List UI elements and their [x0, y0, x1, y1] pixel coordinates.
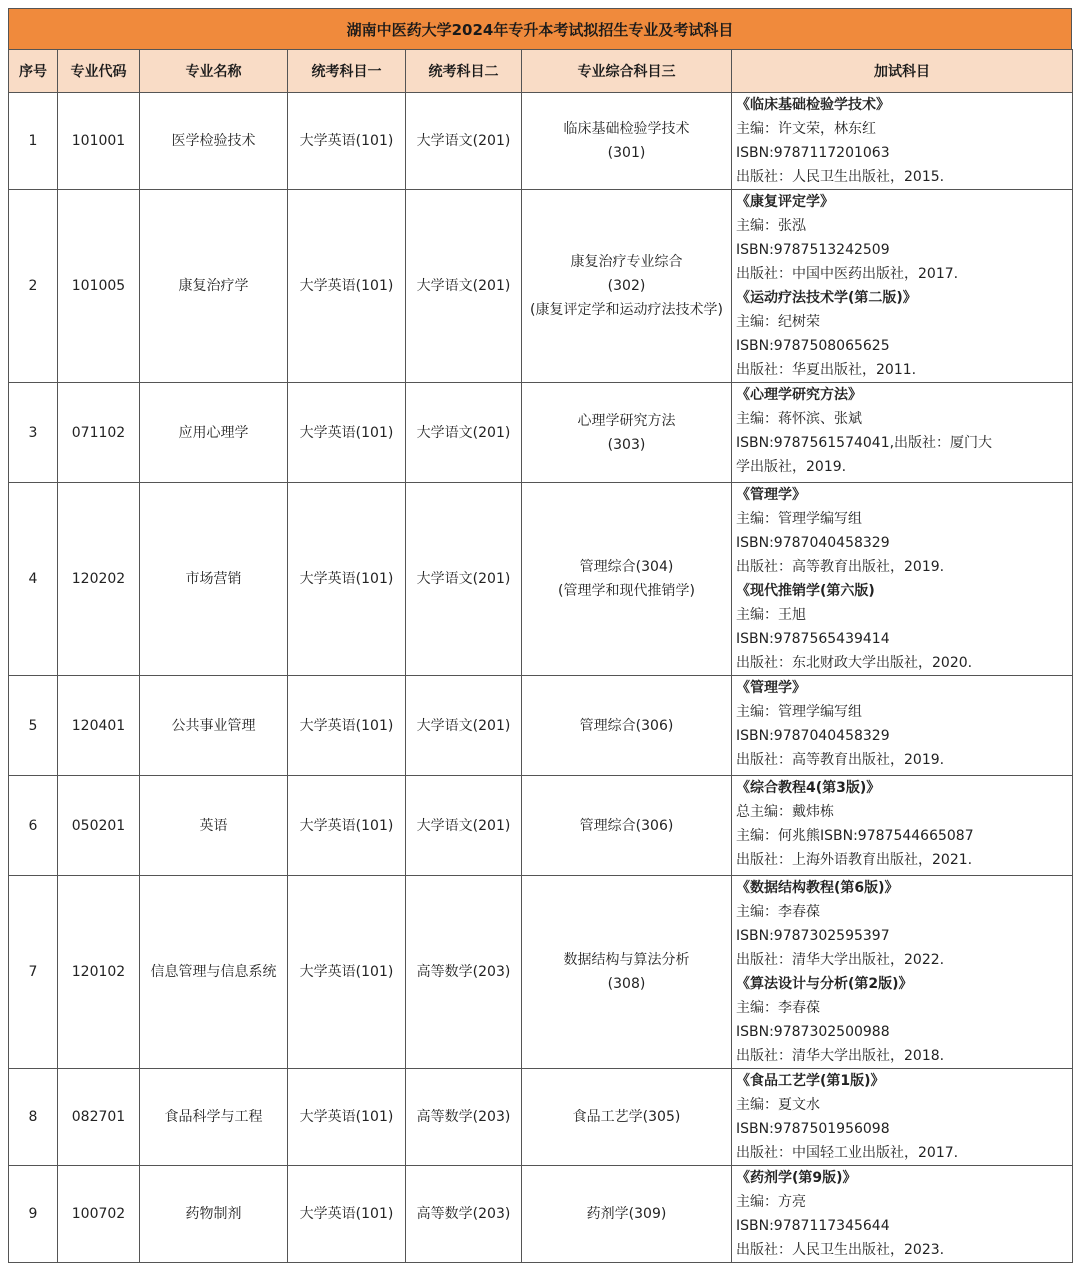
subject-two-cell: 大学语文(201) — [406, 776, 522, 876]
book-detail-line: 总主编：戴炜栋 — [736, 804, 834, 820]
subject-three-line: 药剂学(309) — [586, 1206, 667, 1222]
subject-three-line: 管理综合(306) — [579, 717, 674, 734]
book-title: 《药剂学(第9版)》 — [736, 1170, 857, 1186]
subject-two-cell: 高等数学(203) — [406, 1069, 522, 1166]
book-detail-line: 主编：张泓 — [736, 218, 806, 234]
row-index-cell: 7 — [9, 876, 58, 1069]
header-subject-two: 统考科目二 — [406, 50, 522, 93]
major-name-cell: 康复治疗学 — [140, 190, 288, 383]
subject-three-line: (管理学和现代推销学) — [558, 583, 695, 599]
subject-three-line: 食品工艺学(305) — [572, 1109, 681, 1125]
book-detail-line: 出版社：中国中医药出版社，2017. — [736, 266, 959, 282]
book-detail-line: ISBN:9787117201063 — [736, 145, 890, 161]
book-title: 《康复评定学》 — [736, 194, 834, 210]
table-row — [9, 876, 1073, 1069]
book-detail-line: ISBN:9787508065625 — [736, 338, 890, 354]
table-title: 湖南中医药大学2024年专升本考试拟招生专业及考试科目 — [8, 8, 1072, 49]
book-detail-line: 出版社：上海外语教育出版社，2021. — [736, 852, 973, 868]
table-body — [9, 93, 1073, 1263]
extra-subject-cell — [732, 776, 1073, 876]
major-name-cell: 英语 — [140, 776, 288, 876]
subject-three-line: 管理综合(306) — [579, 817, 674, 834]
subject-two-cell: 大学语文(201) — [406, 483, 522, 676]
row-index-cell: 4 — [9, 483, 58, 676]
major-code-cell: 120202 — [58, 483, 140, 676]
subject-one-cell: 大学英语(101) — [288, 676, 406, 776]
book-detail-line: 出版社：华夏出版社，2011. — [736, 362, 917, 378]
admission-table — [8, 49, 1073, 1263]
header-extra-subject: 加试科目 — [732, 50, 1073, 93]
subject-two-cell: 大学语文(201) — [406, 93, 522, 190]
subject-three-cell — [522, 1069, 732, 1166]
table-row — [9, 483, 1073, 676]
book-title: 《管理学》 — [736, 487, 806, 503]
major-name-cell: 信息管理与信息系统 — [140, 876, 288, 1069]
subject-three-line: 临床基础检验学技术 — [563, 121, 690, 137]
extra-subject-cell — [732, 876, 1073, 1069]
extra-subject-cell — [732, 383, 1073, 483]
subject-three-line: (308) — [607, 976, 646, 992]
subject-three-line: 数据结构与算法分析 — [563, 952, 690, 968]
subject-two-cell: 大学语文(201) — [406, 676, 522, 776]
extra-subject-cell — [732, 1166, 1073, 1263]
header-index: 序号 — [9, 50, 58, 93]
major-code-cell: 082701 — [58, 1069, 140, 1166]
major-name-cell: 公共事业管理 — [140, 676, 288, 776]
book-detail-line: 主编：何兆熊ISBN:9787544665087 — [736, 828, 974, 844]
subject-one-cell: 大学英语(101) — [288, 190, 406, 383]
major-name-cell: 医学检验技术 — [140, 93, 288, 190]
major-code-cell: 101001 — [58, 93, 140, 190]
major-code-cell: 120102 — [58, 876, 140, 1069]
extra-subject-cell — [732, 676, 1073, 776]
subject-three-cell — [522, 483, 732, 676]
book-detail-line: 主编：纪树荣 — [736, 314, 820, 330]
subject-three-line: (301) — [607, 145, 646, 161]
subject-one-cell: 大学英语(101) — [288, 383, 406, 483]
book-detail-line: 主编：蒋怀滨、张斌 — [736, 411, 862, 427]
book-title: 《数据结构教程(第6版)》 — [736, 880, 899, 896]
subject-three-cell — [522, 383, 732, 483]
subject-two-cell: 高等数学(203) — [406, 876, 522, 1069]
major-code-cell: 071102 — [58, 383, 140, 483]
book-title: 《管理学》 — [736, 680, 806, 696]
row-index-cell: 1 — [9, 93, 58, 190]
major-name-cell: 药物制剂 — [140, 1166, 288, 1263]
admission-table-sheet — [8, 8, 1072, 1263]
subject-two-cell: 大学语文(201) — [406, 190, 522, 383]
subject-two-cell: 大学语文(201) — [406, 383, 522, 483]
book-detail-line: 出版社：清华大学出版社，2022. — [736, 952, 945, 968]
book-detail-line: 出版社：东北财政大学出版社，2020. — [736, 655, 973, 671]
table-row — [9, 383, 1073, 483]
major-name-cell: 市场营销 — [140, 483, 288, 676]
major-code-cell: 050201 — [58, 776, 140, 876]
subject-three-cell — [522, 776, 732, 876]
extra-subject-cell — [732, 190, 1073, 383]
book-title: 《临床基础检验学技术》 — [736, 97, 890, 113]
table-row — [9, 676, 1073, 776]
row-index-cell: 8 — [9, 1069, 58, 1166]
book-detail-line: 主编：管理学编写组 — [736, 704, 862, 720]
table-row — [9, 1069, 1073, 1166]
book-detail-line: 出版社：高等教育出版社，2019. — [736, 559, 945, 575]
book-title: 《心理学研究方法》 — [736, 387, 862, 403]
book-detail-line: ISBN:9787117345644 — [736, 1218, 890, 1234]
book-detail-line: ISBN:9787302595397 — [736, 928, 890, 944]
subject-one-cell: 大学英语(101) — [288, 876, 406, 1069]
book-detail-line: 主编：许文荣，林东红 — [736, 121, 876, 137]
book-detail-line: 出版社：人民卫生出版社，2015. — [736, 169, 945, 185]
book-detail-line: 主编：管理学编写组 — [736, 511, 862, 527]
subject-three-line: 心理学研究方法 — [577, 412, 676, 429]
subject-three-cell — [522, 676, 732, 776]
subject-one-cell: 大学英语(101) — [288, 776, 406, 876]
book-title: 《综合教程4(第3版)》 — [736, 780, 881, 796]
book-detail-line: ISBN:9787561574041,出版社：厦门大 — [736, 435, 993, 451]
book-detail-line: ISBN:9787040458329 — [736, 728, 890, 744]
subject-one-cell: 大学英语(101) — [288, 1069, 406, 1166]
book-detail-line: 主编：李春葆 — [736, 904, 820, 920]
row-index-cell: 6 — [9, 776, 58, 876]
subject-three-cell — [522, 190, 732, 383]
book-detail-line: 主编：王旭 — [736, 607, 806, 623]
subject-three-line: (康复评定学和运动疗法技术学) — [530, 302, 723, 318]
table-row — [9, 776, 1073, 876]
book-detail-line: ISBN:9787513242509 — [736, 242, 890, 258]
row-index-cell: 2 — [9, 190, 58, 383]
subject-three-line: 康复治疗专业综合 — [570, 254, 683, 270]
row-index-cell: 9 — [9, 1166, 58, 1263]
book-detail-line: 出版社：高等教育出版社，2019. — [736, 752, 945, 768]
book-title: 《运动疗法技术学(第二版)》 — [736, 290, 917, 306]
subject-three-cell — [522, 93, 732, 190]
extra-subject-cell — [732, 93, 1073, 190]
table-row — [9, 1166, 1073, 1263]
header-major-name: 专业名称 — [140, 50, 288, 93]
book-detail-line: ISBN:9787302500988 — [736, 1024, 890, 1040]
table-row — [9, 190, 1073, 383]
subject-one-cell: 大学英语(101) — [288, 93, 406, 190]
book-detail-line: 主编：方亮 — [736, 1194, 806, 1210]
book-title: 《食品工艺学(第1版)》 — [736, 1073, 885, 1089]
book-title: 《现代推销学(第六版) — [736, 583, 875, 599]
subject-one-cell: 大学英语(101) — [288, 483, 406, 676]
extra-subject-cell — [732, 483, 1073, 676]
book-detail-line: 出版社：中国轻工业出版社，2017. — [736, 1145, 959, 1161]
subject-three-line: (302) — [607, 278, 646, 294]
major-code-cell: 101005 — [58, 190, 140, 383]
book-detail-line: ISBN:9787040458329 — [736, 535, 890, 551]
subject-three-line: (303) — [607, 436, 646, 453]
header-subject-one: 统考科目一 — [288, 50, 406, 93]
major-code-cell: 120401 — [58, 676, 140, 776]
row-index-cell: 3 — [9, 383, 58, 483]
book-detail-line: 主编：夏文水 — [736, 1097, 820, 1113]
subject-three-cell — [522, 876, 732, 1069]
major-name-cell: 应用心理学 — [140, 383, 288, 483]
book-detail-line: ISBN:9787501956098 — [736, 1121, 890, 1137]
major-code-cell: 100702 — [58, 1166, 140, 1263]
subject-one-cell: 大学英语(101) — [288, 1166, 406, 1263]
subject-two-cell: 高等数学(203) — [406, 1166, 522, 1263]
row-index-cell: 5 — [9, 676, 58, 776]
book-detail-line: 主编：李春葆 — [736, 1000, 820, 1016]
subject-three-cell — [522, 1166, 732, 1263]
subject-three-line: 管理综合(304) — [579, 559, 674, 575]
table-row — [9, 93, 1073, 190]
extra-subject-cell — [732, 1069, 1073, 1166]
book-detail-line: ISBN:9787565439414 — [736, 631, 890, 647]
header-subject-three: 专业综合科目三 — [522, 50, 732, 93]
book-detail-line: 出版社：人民卫生出版社，2023. — [736, 1242, 945, 1258]
book-detail-line: 出版社：清华大学出版社，2018. — [736, 1048, 945, 1064]
header-row — [9, 50, 1073, 93]
book-detail-line: 学出版社，2019. — [736, 459, 847, 475]
book-title: 《算法设计与分析(第2版)》 — [736, 976, 913, 992]
header-major-code: 专业代码 — [58, 50, 140, 93]
major-name-cell: 食品科学与工程 — [140, 1069, 288, 1166]
